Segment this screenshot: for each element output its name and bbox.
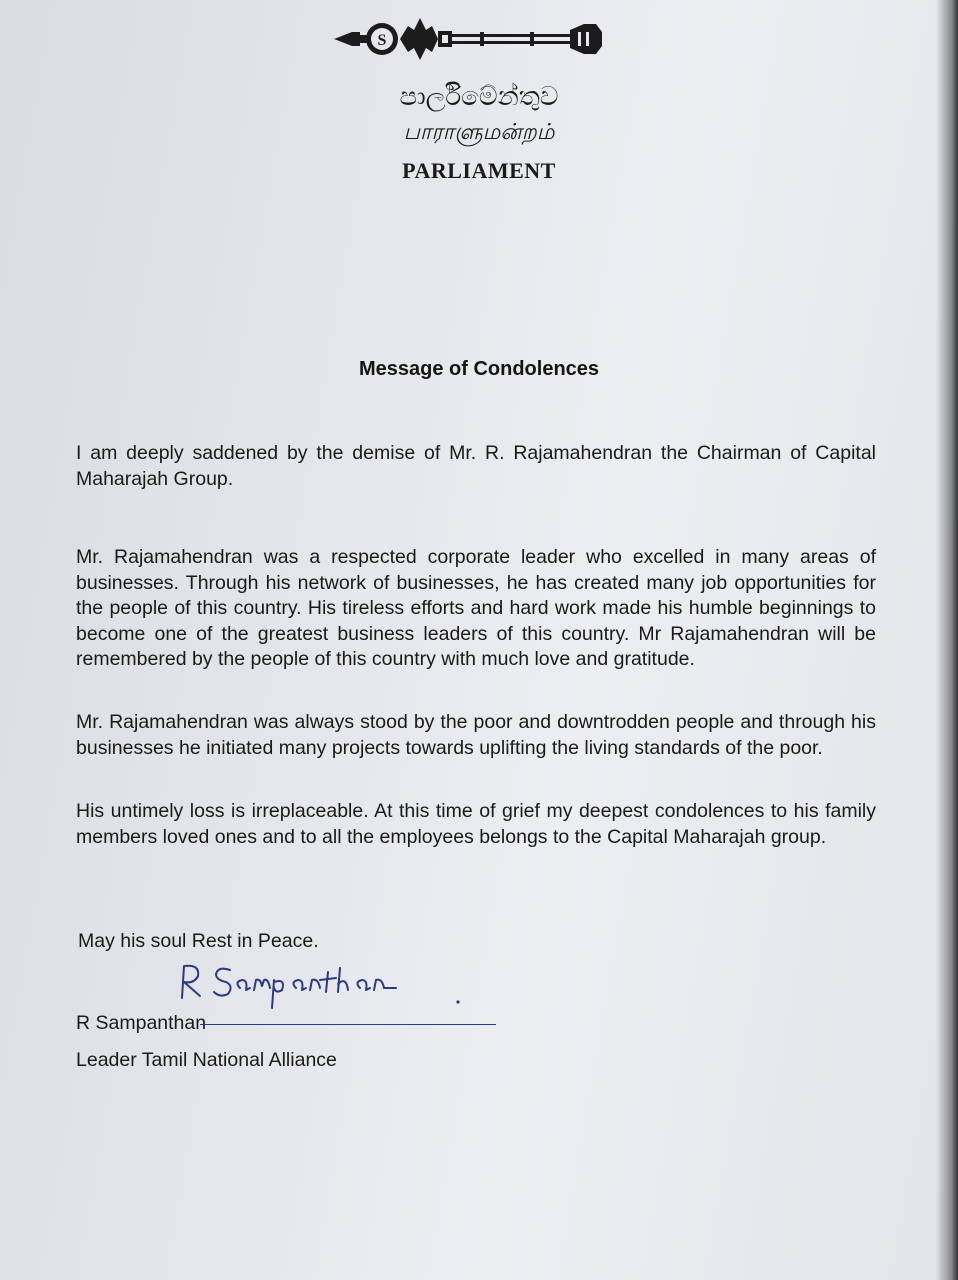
letter-title: Message of Condolences — [358, 358, 600, 380]
paragraph-1: I am deeply saddened by the demise of Mr. R. Rajamahendran the Chairman of Capital Maharajah Group. — [76, 442, 876, 490]
closing-line: May his soul Rest in Peace. — [78, 930, 319, 952]
parliament-name-english: PARLIAMENT — [402, 158, 556, 183]
letterhead — [0, 0, 958, 200]
signer-name: R Sampanthan — [76, 1012, 207, 1034]
emblem-letter: S — [377, 32, 387, 49]
parliament-name-tamil: பாராளுமன்றம் — [403, 120, 555, 145]
signer-title: Leader Tamil National Alliance — [76, 1049, 337, 1071]
paragraph-4: His untimely loss is irreplaceable. At this time of grief my deepest condolences to his family members loved ones and to all the employees belongs to the Capital Maharajah group. — [76, 800, 876, 848]
handwritten-signature — [170, 958, 480, 1018]
paragraph-3: Mr. Rajamahendran was always stood by the poor and downtrodden people and through his businesses he initiated many projects towards uplifting the living standards of the poor. — [76, 711, 876, 759]
paragraph-2: Mr. Rajamahendran was a respected corporate leader who excelled in many areas of businesses. Through his network of businesses, he has created many job opportunities for the people of this country. His tireless efforts and hard work made his humble beginnings to become one of the greatest business leaders of this country. Mr Rajamahendran will be remembered by the people of this country with much love and gratitude. — [76, 546, 876, 670]
parliament-name-sinhala: පාර්ලිමේන්තුව — [399, 82, 559, 112]
signature-line — [200, 1024, 496, 1025]
parliament-mace-emblem — [330, 8, 610, 70]
